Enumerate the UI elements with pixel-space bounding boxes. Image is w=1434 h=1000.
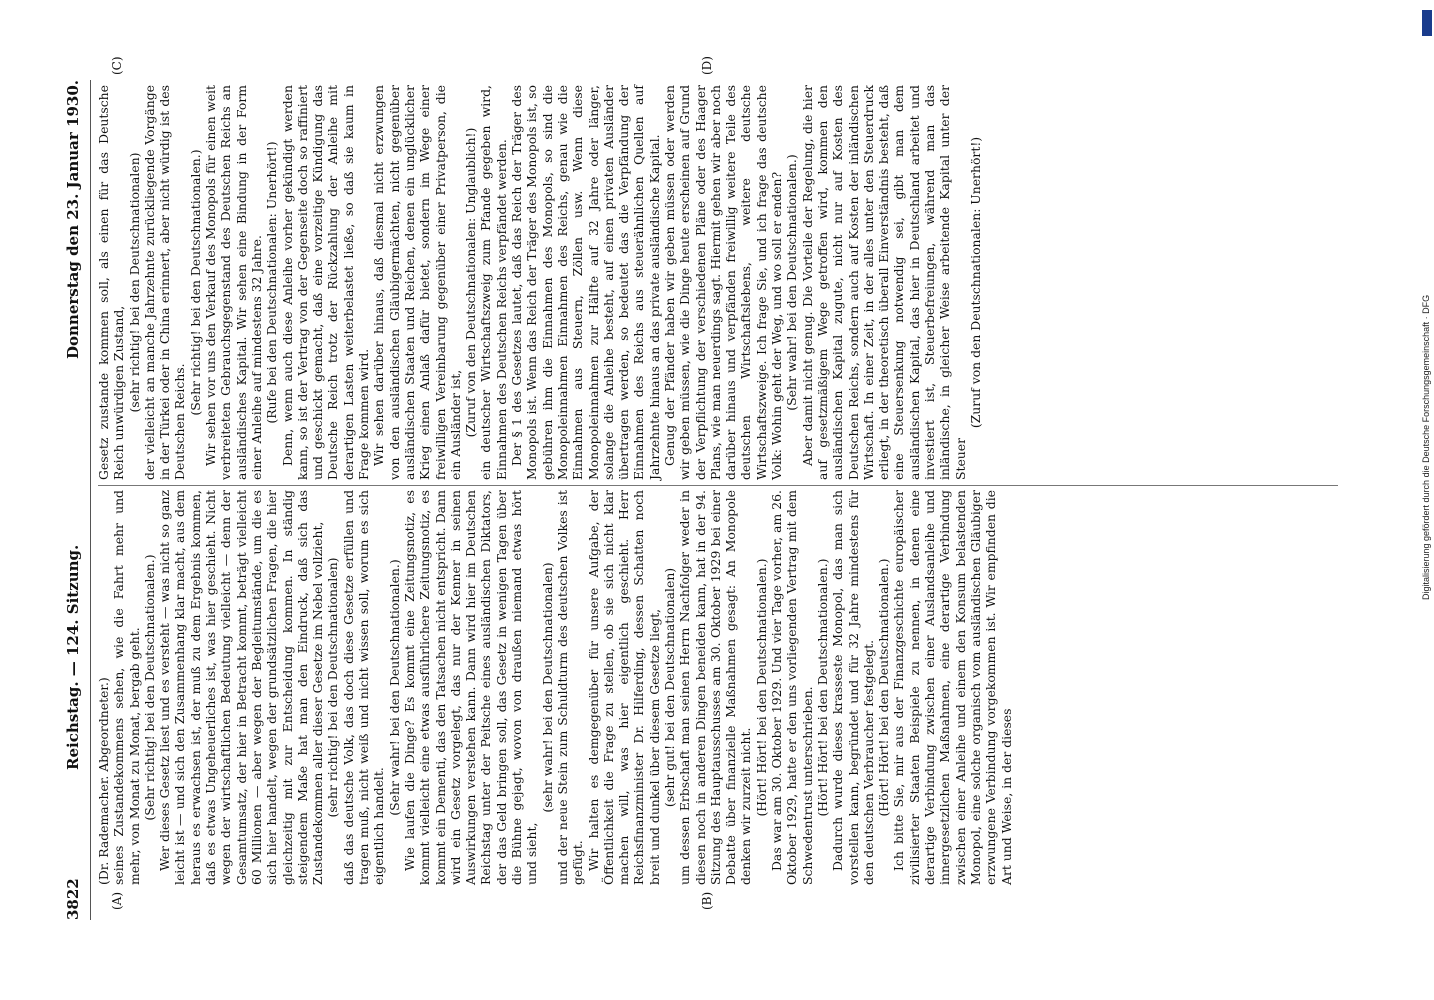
interjection: (sehr richtig! bei den Deutschnationalen): [325, 557, 341, 818]
paragraph: seines Zustandekommens sehen, wie die Fahrt mehr und mehr, von Monat zu Monat, bergab geht.: [111, 490, 142, 885]
interjection: (Sehr richtig! bei den Deutschnationalen.): [141, 554, 157, 821]
paragraph: Der § 1 des Gesetzes lautet, daß das Reich der Träger des Monopols ist. Wenn das Reich der Träger des Monopols ist, so gebühren ihm die Einnahmen des Monopols, so sind die Monopoleinnahmen Einnahmen des Reichs, genau wie die Einnahmen aus Steuern, Zöllen usw. Wenn diese Monopoleinnahmen zur Hälfte auf 32 Jahre oder länger, solange die Anleihe besteht, auf einen privaten Ausländer übertragen werden, so bedeutet das die Verpfändung der Einnahmen des Reichs aus steuerähnlichen Quellen auf Jahrzehnte hinaus an das private ausländische Kapital.: [509, 85, 662, 480]
interjection: (Sehr wahr! bei den Deutschnationalen.): [784, 154, 800, 411]
paragraph: (Dr. Rademacher. Abgeordneter.): [96, 677, 111, 885]
interjection: (Zuruf von den Deutschnationalen: Unerhört!): [967, 136, 983, 429]
paragraph: Wir halten es demgegenüber für unsere Aufgabe, der Öffentlichkeit die Frage zu stellen, ob sie sich nicht klar machen will, was hier eigentlich geschieht. Herr Reichsfinanzminister Dr. Hilferding, dessen Schatten noch breit und dunkel über diesem Gesetze liegt,: [585, 490, 662, 885]
margin-mark-a: (A): [110, 891, 124, 910]
paragraph: Gesetz zustande kommen soll, als einen für das Deutsche Reich unwürdigen Zustand,: [96, 85, 127, 480]
interjection: (Sehr wahr! bei den Deutschnationalen.): [386, 559, 402, 816]
interjection: (Hört! Hört! bei den Deutschnationalen.): [814, 558, 830, 817]
paragraph: Wer dieses Gesetz liest und es versteht — was nicht so ganz leicht ist — und sich den Zusammenhang klar macht, aus dem heraus es erwachsen ist, der muß zu dem Ergebnis kommen, daß es etwas Ungeheuerliches ist, was hier geschieht. Nicht wegen der wirtschaftlichen Bedeutung vielleicht — denn der Gesamtumsatz, der hier in Betracht kommt, beträgt vielleicht 60 Millionen — aber wegen der Begleitumstände, um die es sich hier handelt, wegen der grundsätzlichen Fragen, die hier gleichzeitig mit zur Entscheidung kommen. In ständig steigendem Maße hat man den Eindruck, daß sich das Zustandekommen aller dieser Gesetze im Nebel vollzieht,: [157, 490, 326, 885]
dfg-credit: Digitalisierung gefördert durch die Deutsche Forschungsgemeinschaft · DFG: [1421, 294, 1431, 600]
page-header: [64, 80, 90, 920]
margin-mark-b: (B): [700, 891, 714, 910]
paragraph: Wie laufen die Dinge? Es kommt eine Zeitungsnotiz, es kommt vielleicht eine etwas ausführlichere Zeitungsnotiz, es kommt ein Dementi, das den Tatsachen nicht entspricht. Dann wird ein Gesetz vorgelegt, das nur der Kenner in seinen Auswirkungen verstehen kann. Dann wird hier im Deutschen Reichstag unter der Peitsche eines ausländischen Diktators, der das Geld bringen soll, das Gesetz in wenigen Tagen über die Bühne gejagt, wovon von draußen niemand etwas hört und sieht,: [401, 490, 540, 885]
right-text-column: [96, 85, 983, 480]
paragraph: und der neue Stein zum Schuldturm des deutschen Volkes ist gefügt.: [554, 490, 586, 885]
session-date: Donnerstag den 23. Januar 1930.: [64, 80, 82, 359]
header-rule: [90, 80, 91, 920]
paragraph: ein deutscher Wirtschaftszweig zum Pfande gegeben wird, Einnahmen des Deutschen Reichs verpfändet werden.: [478, 85, 509, 480]
interjection: (Sehr richtig! bei den Deutschnationalen.): [187, 149, 203, 416]
paragraph: Genug der Pfänder haben wir geben müssen oder werden wir geben müssen, wie die Dinge heute erscheinen auf Grund der Verpflichtung der verschiedenen Pläne oder des Haager Plans, wie man neuerdings sagt. Hiermit gehen wir aber noch darüber hinaus und verpfänden freiwillig weitere Teile des deutschen Wirtschaftslebens, weitere deutsche Wirtschaftszweige. Ich frage Sie, und ich frage das deutsche Volk: Wohin geht der Weg, und wo soll er enden?: [661, 85, 785, 480]
interjection: (sehr richtig! bei den Deutschnationalen): [126, 152, 142, 413]
interjection: (Zuruf von den Deutschnationalen: Unglaublich!): [463, 127, 479, 438]
paragraph: um dessen Erbschaft man seinen Herrn Nachfolger weder in diesen noch in anderen Dingen beneiden kann, hat in der 94. Sitzung des Hauptausschusses am 30. Oktober 1929 bei einer Debatte über finanzielle Maßnahmen gesagt: An Monopole denken wir zurzeit nicht.: [677, 490, 754, 885]
interjection: (sehr wahr! bei den Deutschnationalen): [539, 562, 555, 813]
paragraph: daß das deutsche Volk, das doch diese Gesetze erfüllen und tragen muß, nicht weiß und nicht wissen soll, worum es sich eigentlich handelt.: [340, 490, 387, 885]
margin-mark-c: (C): [110, 56, 124, 75]
page-number: 3822: [64, 878, 82, 920]
paragraph: Denn, wenn auch diese Anleihe vorher gekündigt werden kann, so ist der Vertrag von der Gegenseite doch so raffiniert und geschickt gemacht, daß eine vorzeitige Kündigung das Deutsche Reich trotz der Rückzahlung der Anleihe mit derartigen Lasten weiterbelastet ließe, so daß sie kaum in Frage kommen wird.: [279, 85, 372, 480]
paragraph: Dadurch wurde dieses krasseste Monopol, das man sich vorstellen kann, begründet und für 32 Jahre mindestens für den deutschen Verbraucher festgelegt.: [830, 490, 876, 885]
session-title: Reichstag. — 124. Sitzung.: [64, 544, 82, 770]
dfg-logo-icon: [1422, 10, 1432, 36]
paragraph: Wir sehen darüber hinaus, daß diesmal nicht erzwungen von den ausländischen Gläubigermächten, nicht gegenüber ausländischen Staaten und Reichen, denen ein unglücklicher Krieg einen Anlaß dafür bietet, sondern im Wege einer freiwilligen Vereinbarung gegenüber einer Privatperson, die ein Ausländer ist,: [371, 85, 463, 480]
interjection: (Hört! Hört! bei den Deutschnationalen.): [753, 558, 769, 817]
paragraph: Aber damit nicht genug. Die Vorteile der Regelung, die hier auf gesetzmäßigem Wege getroffen wird, kommen den ausländischen Kapital zugute, nicht nur auf Kosten des Deutschen Reichs, sondern auch auf Kosten der inländischen Wirtschaft. In einer Zeit, in der alles unter den Steuerdruck erliegt, in der theoretisch überall Einverständnis besteht, daß eine Steuersenkung notwendig sei, gibt man dem ausländischen Kapital, das hier in Deutschland arbeitet und investiert ist, Steuerbefreiungen, während man das inländische, in gleicher Weise arbeitende Kapital unter der Steuer: [799, 85, 968, 480]
margin-mark-d: (D): [700, 56, 714, 75]
interjection: (Hört! Hört! bei den Deutschnationalen.): [876, 558, 892, 817]
interjection: (Rufe bei den Deutschnationalen: Unerhört!): [264, 141, 280, 424]
paragraph: der vielleicht an manche Jahrzehnte zurückliegende Vorgänge in der Türkei oder in China erinnert, aber nicht würdig ist des Deutschen Reichs.: [141, 85, 188, 480]
interjection: (sehr gut! bei den Deutschnationalen): [661, 567, 677, 808]
paragraph: Ich bitte Sie, mir aus der Finanzgeschichte europäischer zivilisierter Staaten Beispiele zu nennen, in denen eine derartige Verbindung zwischen einer Auslandsanleihe und innergesetzlichen Maßnahmen, eine derartige Verbindung zwischen einer Anleihe und einem den Konsum belastenden Monopol, eine solche organisch vom ausländischen Gläubiger erzwungene Verbindung vorgekommen ist. Wir empfinden die Art und Weise, in der dieses: [891, 490, 1014, 885]
left-text-column: [96, 490, 1014, 885]
paragraph: Das war am 30. Oktober 1929. Und vier Tage vorher, am 26. Oktober 1929, hatte er den uns vorliegenden Vertrag mit dem Schwedentrust unterschrieben.: [769, 490, 815, 885]
column-divider: [98, 485, 1338, 486]
paragraph: Wir sehen vor uns den Verkauf des Monopols für einen weit verbreiteten Gebrauchsgegenstand des Deutschen Reichs an ausländisches Kapital. Wir sehen eine Bindung in der Form einer Anleihe auf mindestens 32 Jahre.: [203, 85, 264, 480]
